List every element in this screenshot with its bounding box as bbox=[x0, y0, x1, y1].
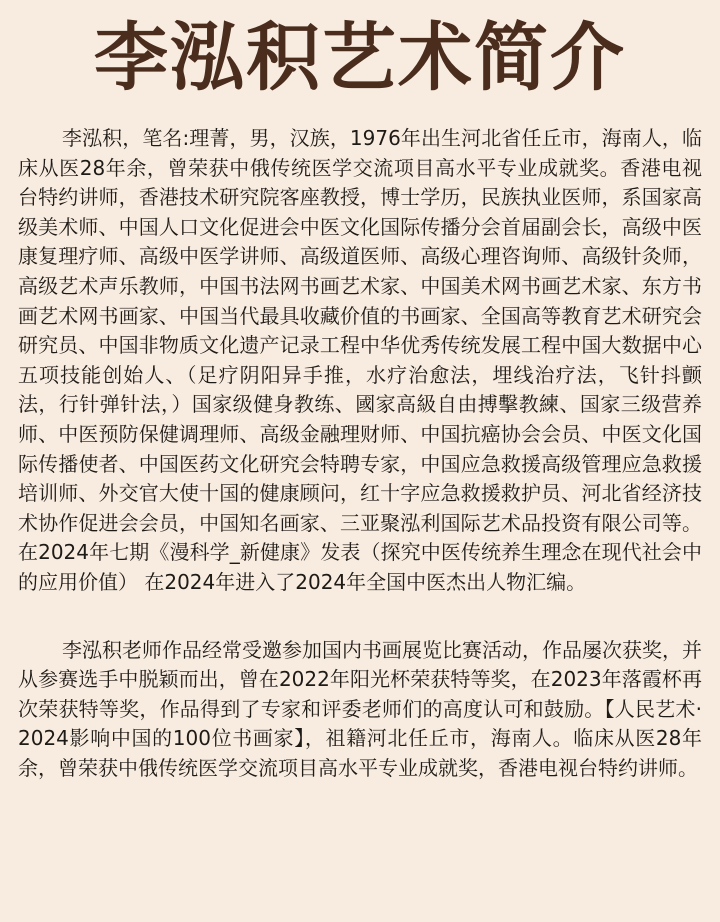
intro-paragraph: 李泓积，笔名:理菁，男，汉族，1976年出生河北省任丘市，海南人，临床从医28年余，曾荣获中俄传统医学交流项目高水平专业成就奖。香港电视台特约讲师，香港技术研究院客座教授，博士学历，民族执业医师，系国家高级美术师、中国人口文化促进会中医文化国际传播分会首届副会长，高级中医康复理疗师、高级中医学讲师、高级道医师、高级心理咨询师、高级针灸师，高级艺术声乐教师，中国书法网书画艺术家、中国美术网书画艺术家、东方书画艺术网书画家、中国当代最具收藏价值的书画家、全国高等教育艺术研究会研究员、中国非物质文化遗产记录工程中华优秀传统发展工程中国大数据中心五项技能创始人、（足疗阴阳异手推，水疗治愈法，埋线治疗法，飞针抖颤法，行针弹针法，）国家级健身教练、國家高級自由搏擊教練、国家三级营养师、中医预防保健调理师、高级金融理财师、中国抗癌协会会员、中医文化国际传播使者、中国医药文化研究会特聘专家，中国应急救援高级管理应急救援培训师、外交官大使十国的健康顾问，红十字应急救援救护员、河北省经济技术协作促进会会员，中国知名画家、三亚聚泓利国际艺术品投资有限公司等。在2024年七期《漫科学_新健康》发表（探究中医传统养生理念在现代社会中的应用价值） 在2024年进入了2024年全国中医杰出人物汇编。 bbox=[18, 126, 702, 594]
page-title: 李泓积艺术简介 bbox=[94, 15, 626, 101]
achievements-paragraph: 李泓积老师作品经常受邀参加国内书画展览比赛活动，作品屡次获奖，并从参赛选手中脱颖而出，曾在2022年阳光杯荣获特等奖，在2023年落霞杯再次荣获特等奖，作品得到了专家和评委老师们的高度认可和鼓励。【人民艺术·2024影响中国的100位书画家】，祖籍河北任丘市，海南人。临床从医28年余，曾荣获中俄传统医学交流项目高水平专业成就奖，香港电视台特约讲师。 bbox=[18, 637, 702, 780]
